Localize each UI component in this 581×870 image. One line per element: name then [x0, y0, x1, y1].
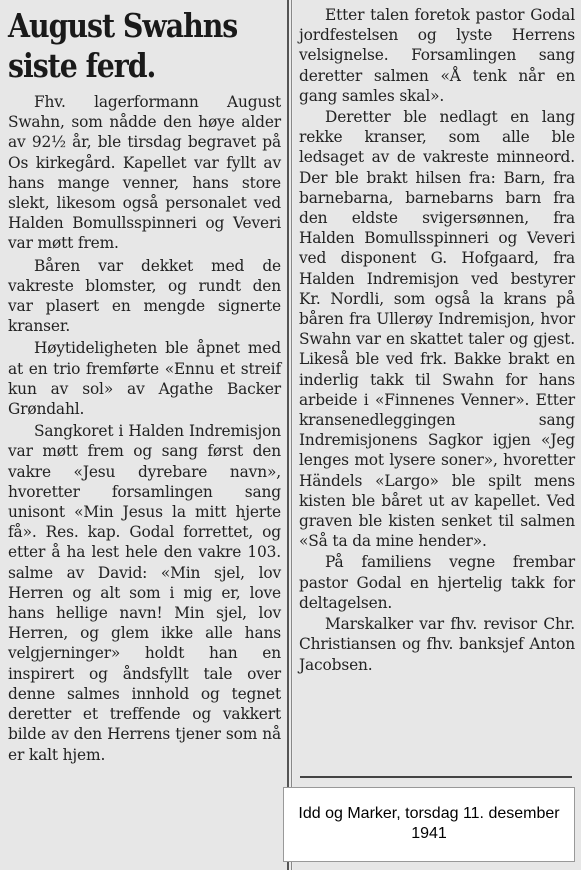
article-paragraph: Fhv. lagerformann August Swahn, som nådde den høye alder av 92½ år, ble tirsdag begravet på Os kirkegård. Kapellet var fyllt av hans mange venner, hans store slekt, likesom også personalet ved Halden Bomullsspinneri og Veveri var møtt frem. — [8, 93, 281, 253]
article-column-left — [0, 0, 287, 870]
column-divider — [291, 0, 292, 870]
article-headline: August Swahns siste ferd. — [8, 6, 238, 85]
article-paragraph: Båren var dekket med de vakreste blomster, og rundt den var plasert en mengde signerte kranser. — [8, 256, 281, 336]
end-of-article-rule — [300, 776, 572, 778]
source-caption — [283, 787, 575, 862]
caption-line: 1941 — [411, 825, 447, 842]
article-paragraph: På familiens vegne frembar pastor Godal en hjertelig takk for deltagelsen. — [299, 553, 575, 612]
article-paragraph: Sangkoret i Halden Indremisjon var møtt frem og sang først den vakre «Jesu dyrebare navn», hvoretter forsamlingen sang unisont «Min Jesus la mitt hjerte få». Res. kap. Godal forrettet, og etter å ha lest hele den vakre 103. salme av David: «Min sjel, lov Herren og alt som i mig er, love hans hellige navn! Min sjel, lov Herren, og glem ikke alle hans velgjerninger» holdt han en inspirert og åndsfyllt tale over denne salmes innhold og tegnet deretter et treffende og vakkert bilde av den Herrens tjener som nå er kalt hjem. — [8, 422, 281, 764]
article-paragraph: Etter talen foretok pastor Godal jordfestelsen og lyste Herrens velsignelse. Forsamlingen sang deretter salmen «Å tenk når en gang samles skal». — [299, 6, 575, 105]
article-paragraph: Høytideligheten ble åpnet med at en trio fremførte «Ennu et streif kun av sol» av Agathe Backer Grøndahl. — [8, 339, 281, 419]
column-divider — [287, 0, 289, 870]
caption-line: Idd og Marker, torsdag 11. desember — [298, 805, 560, 822]
article-paragraph: Marskalker var fhv. revisor Chr. Christiansen og fhv. banksjef Anton Jacobsen. — [299, 615, 575, 674]
article-paragraph: Deretter ble nedlagt en lang rekke kranser, som alle ble ledsaget av de vakreste minneord. Der ble brakt hilsen fra: Barn, fra barnebarna, barnebarns barn fra den eldste svigersønnen, fra Halden Bomullsspinneri og Veveri ved disponent G. Hofgaard, fra Halden Indremisjon ved bestyrer Kr. Nordli, som også la krans på båren fra Ullerøy Indremisjon, hvor Swahn var en skattet taler og gjest. Likeså ble ved frk. Bakke brakt en inderlig takk til Swahn for hans arbeide i «Finnenes Venner». Etter kransenedleggingen sang Indremisjonens Sagkor igjen «Jeg lenges mot lysere soner», hvoretter Händels «Largo» ble spilt mens kisten ble båret ut av kapellet. Ved graven ble kisten senket til salmen «Så ta da mine hender». — [299, 108, 575, 551]
article-column-right — [293, 0, 581, 870]
